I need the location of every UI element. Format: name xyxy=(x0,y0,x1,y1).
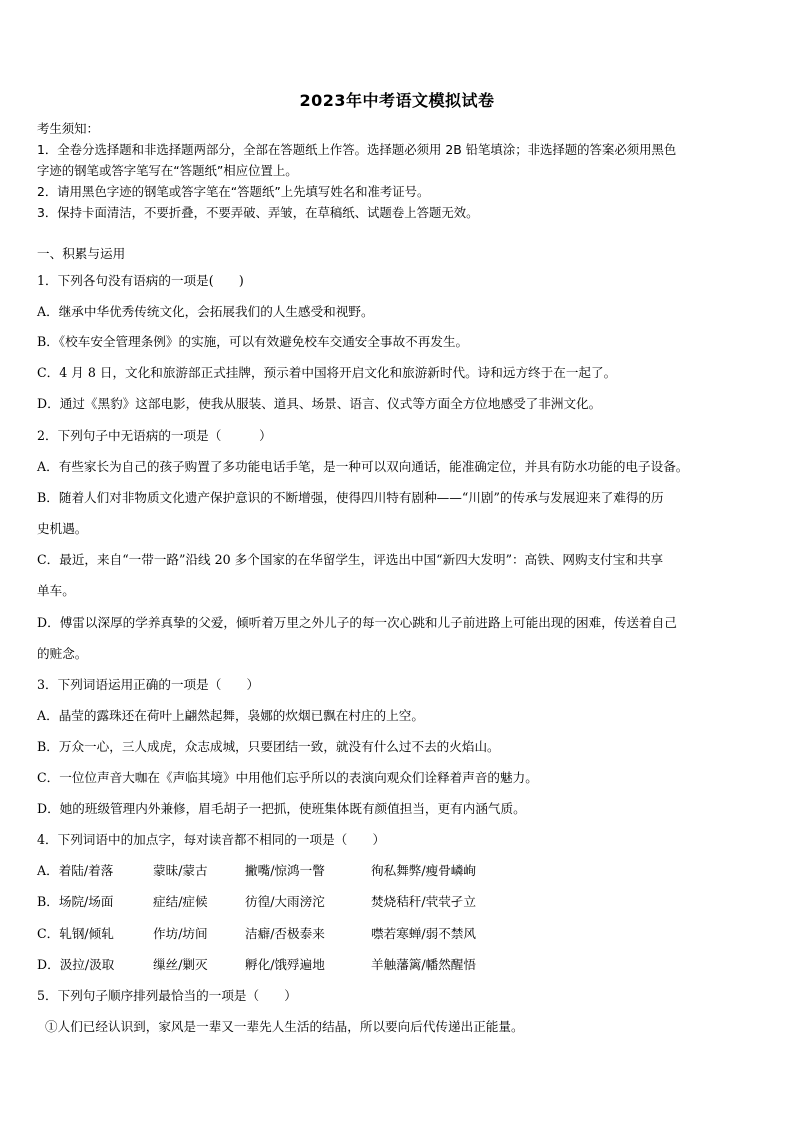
question-4-option-a-col1: A．着陆/着落 xyxy=(37,863,114,878)
question-4-option-b-col2: 症结/症候 xyxy=(153,894,208,909)
question-4-stem: 4．下列词语中的加点字，每对读音都不相同的一项是（ ） xyxy=(37,832,386,847)
question-4-option-a-col3: 撇嘴/惊鸿一瞥 xyxy=(245,863,325,878)
question-2-line: 单车。 xyxy=(37,583,75,598)
question-2-line: 的赃念。 xyxy=(37,646,88,661)
question-4-option-c-col3: 洁癖/否极泰来 xyxy=(245,926,325,941)
notice-line: 1．全卷分选择题和非选择题两部分，全部在答题纸上作答。选择题必须用 2B 铅笔填涂；非选择题的答案必须用黑色 xyxy=(37,142,677,157)
question-5-stem: 5．下列句子顺序排列最恰当的一项是（ ） xyxy=(37,988,297,1003)
question-1-stem: 1．下列各句没有语病的一项是( ) xyxy=(37,273,244,288)
page-title: 2023年中考语文模拟试卷 xyxy=(299,91,495,110)
question-3-option-c: C．一位位声音大咖在《声临其境》中用他们忘乎所以的表演向观众们诠释着声音的魅力。 xyxy=(37,770,538,785)
question-3-option-a: A．晶莹的露珠还在荷叶上翩然起舞，袅娜的炊烟已飘在村庄的上空。 xyxy=(37,708,424,723)
question-2-line: B．随着人们对非物质文化遗产保护意识的不断增强，使得四川特有剧种——“川剧”的传承与发展迎来了难得的历 xyxy=(37,490,664,505)
question-5-sentence-1: ①人们已经认识到，家风是一辈又一辈先人生活的结晶，所以要向后代传递出正能量。 xyxy=(45,1019,524,1034)
question-4-option-d-col4: 羊触藩篱/幡然醒悟 xyxy=(371,957,476,972)
question-4-option-c-col4: 噤若寒蝉/弱不禁风 xyxy=(371,926,476,941)
question-4-option-d-col3: 孵化/饿殍遍地 xyxy=(245,957,325,972)
question-2-line: A．有些家长为自己的孩子购置了多功能电话手笔，是一种可以双向通话，能准确定位，并具有防水功能的电子设备。 xyxy=(37,459,689,474)
question-2-line: 史机遇。 xyxy=(37,521,88,536)
question-4-option-d-col1: D．汲拉/汲取 xyxy=(37,957,115,972)
question-4-option-a-col4: 徇私舞弊/瘦骨嶙峋 xyxy=(371,863,476,878)
question-3-option-b: B．万众一心，三人成虎，众志成城，只要团结一致，就没有什么过不去的火焰山。 xyxy=(37,739,500,754)
question-4-option-c-col1: C．轧钢/倾轧 xyxy=(37,926,114,941)
question-4-option-a-col2: 蒙昧/蒙古 xyxy=(153,863,208,878)
question-4-option-b-col3: 彷徨/大雨滂沱 xyxy=(245,894,325,909)
question-1-option-d: D．通过《黑豹》这部电影，使我从服装、道具、场景、语言、仪式等方面全方位地感受了非洲文化。 xyxy=(37,396,602,411)
question-2-line: D．傅雷以深厚的学养真挚的父爱，倾听着万里之外儿子的每一次心跳和儿子前进路上可能出现的困难，传送着自己 xyxy=(37,615,677,630)
question-1-option-b: B．《校车安全管理条例》的实施，可以有效避免校车交通安全事故不再发生。 xyxy=(37,334,469,349)
question-4-option-d-col2: 缫丝/剿灭 xyxy=(153,957,208,972)
notice-heading: 考生须知： xyxy=(37,121,99,136)
question-2-stem: 2．下列句子中无语病的一项是（ ） xyxy=(37,428,272,443)
notice-line: 3．保持卡面清洁，不要折叠，不要弄破、弄皱，在草稿纸、试题卷上答题无效。 xyxy=(37,205,479,220)
question-4-option-c-col2: 作坊/坊间 xyxy=(153,926,208,941)
question-3-stem: 3．下列词语运用正确的一项是（ ） xyxy=(37,677,260,692)
question-4-option-b-col1: B．场院/场面 xyxy=(37,894,114,909)
question-2-line: C．最近，来自“一带一路”沿线 20 多个国家的在华留学生，评选出中国“新四大发明”：高铁、网购支付宝和共享 xyxy=(37,552,664,567)
question-4-option-b-col4: 焚烧秸秆/茕茕孑立 xyxy=(371,894,476,909)
notice-line: 字迹的钢笔或答字笔写在“答题纸”相应位置上。 xyxy=(37,163,298,178)
notice-line: 2．请用黑色字迹的钢笔或答字笔在“答题纸”上先填写姓名和准考证号。 xyxy=(37,184,430,199)
question-1-option-c: C．4 月 8 日，文化和旅游部正式挂牌，预示着中国将开启文化和旅游新时代。诗和远方终于在一起了。 xyxy=(37,365,617,380)
section-heading: 一、积累与运用 xyxy=(37,246,126,261)
question-3-option-d: D．她的班级管理内外兼修，眉毛胡子一把抓，使班集体既有颜值担当，更有内涵气质。 xyxy=(37,801,526,816)
question-1-option-a: A．继承中华优秀传统文化，会拓展我们的人生感受和视野。 xyxy=(37,304,374,319)
